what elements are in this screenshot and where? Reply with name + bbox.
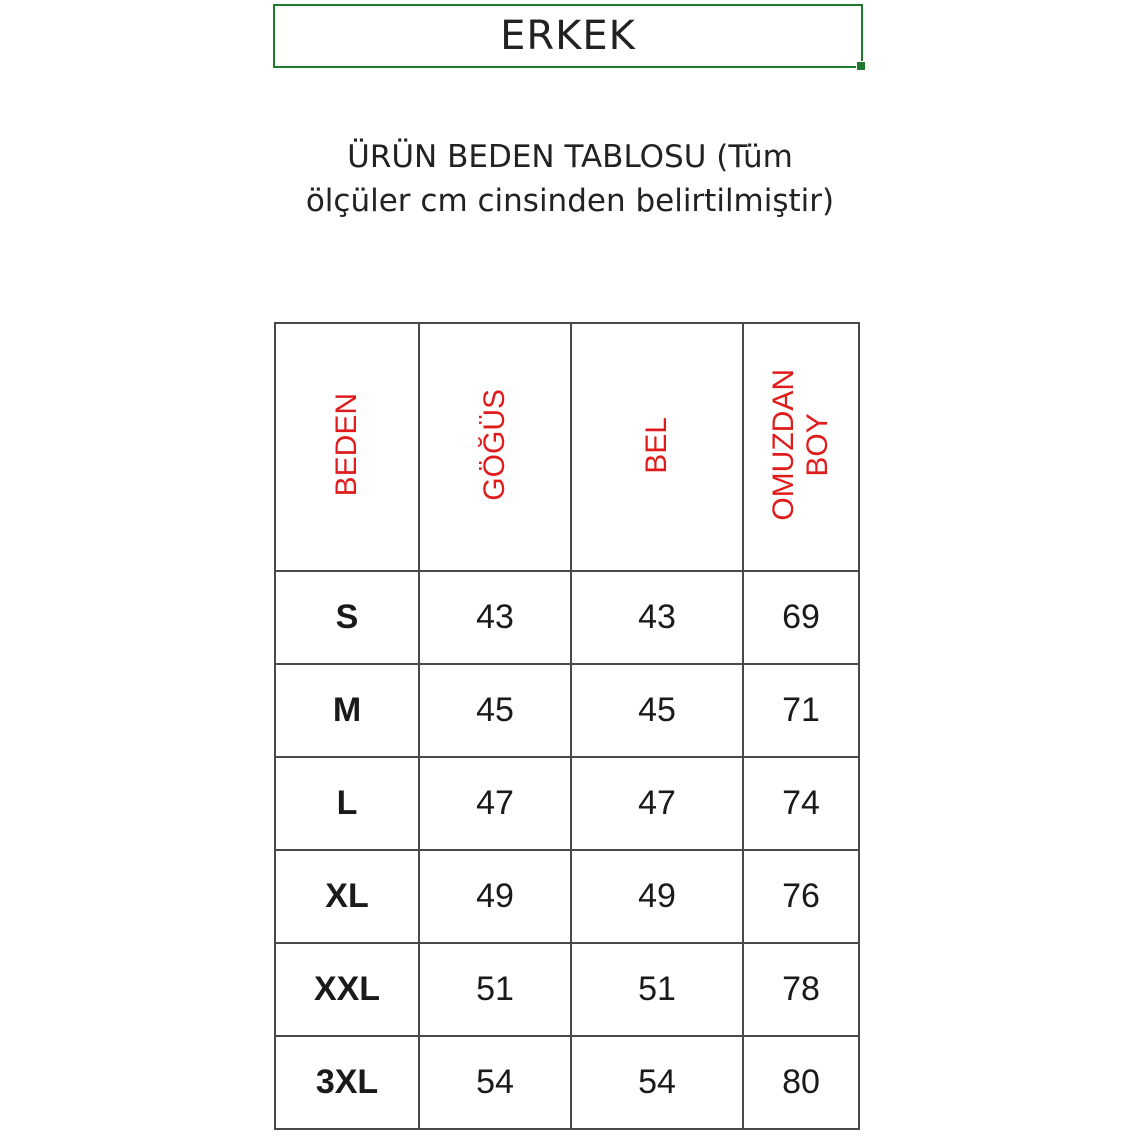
fill-handle[interactable] — [856, 61, 866, 71]
table-caption — [220, 135, 920, 223]
gogus-cell[interactable]: 45 — [419, 664, 571, 757]
size-cell[interactable]: 3XL — [275, 1036, 419, 1129]
header-label-omuzdan-boy: OMUZDAN BOY — [767, 369, 834, 521]
gogus-cell[interactable]: 49 — [419, 850, 571, 943]
size-cell[interactable]: M — [275, 664, 419, 757]
gogus-cell[interactable]: 54 — [419, 1036, 571, 1129]
gogus-cell[interactable]: 51 — [419, 943, 571, 1036]
table-row — [275, 757, 859, 850]
bel-cell[interactable]: 43 — [571, 571, 743, 664]
size-cell[interactable]: XL — [275, 850, 419, 943]
bel-cell[interactable]: 49 — [571, 850, 743, 943]
header-label-gogus: GÖĞÜS — [478, 389, 511, 501]
gogus-cell[interactable]: 43 — [419, 571, 571, 664]
boy-cell[interactable]: 76 — [743, 850, 859, 943]
header-cell-beden[interactable] — [275, 323, 419, 571]
bel-cell[interactable]: 51 — [571, 943, 743, 1036]
caption-line-2: ölçüler cm cinsinden belirtilmiştir) — [305, 183, 835, 219]
header-row — [275, 323, 859, 571]
boy-cell[interactable]: 71 — [743, 664, 859, 757]
header-label-bel: BEL — [640, 416, 673, 474]
size-chart-table — [274, 322, 860, 1130]
table-row — [275, 850, 859, 943]
header-cell-gogus[interactable] — [419, 323, 571, 571]
boy-cell[interactable]: 78 — [743, 943, 859, 1036]
header-label-beden: BEDEN — [330, 393, 363, 497]
bel-cell[interactable]: 45 — [571, 664, 743, 757]
caption-line-1: ÜRÜN BEDEN TABLOSU (Tüm — [347, 139, 793, 175]
gogus-cell[interactable]: 47 — [419, 757, 571, 850]
header-cell-omuzdan-boy[interactable] — [743, 323, 859, 571]
table-row — [275, 1036, 859, 1129]
header-cell-bel[interactable] — [571, 323, 743, 571]
table-row — [275, 571, 859, 664]
bel-cell[interactable]: 47 — [571, 757, 743, 850]
size-cell[interactable]: S — [275, 571, 419, 664]
size-cell[interactable]: XXL — [275, 943, 419, 1036]
title-text: ERKEK — [500, 13, 636, 59]
bel-cell[interactable]: 54 — [571, 1036, 743, 1129]
boy-cell[interactable]: 74 — [743, 757, 859, 850]
boy-cell[interactable]: 69 — [743, 571, 859, 664]
table-row — [275, 664, 859, 757]
table-row — [275, 943, 859, 1036]
size-cell[interactable]: L — [275, 757, 419, 850]
selected-title-cell[interactable] — [273, 4, 863, 68]
boy-cell[interactable]: 80 — [743, 1036, 859, 1129]
